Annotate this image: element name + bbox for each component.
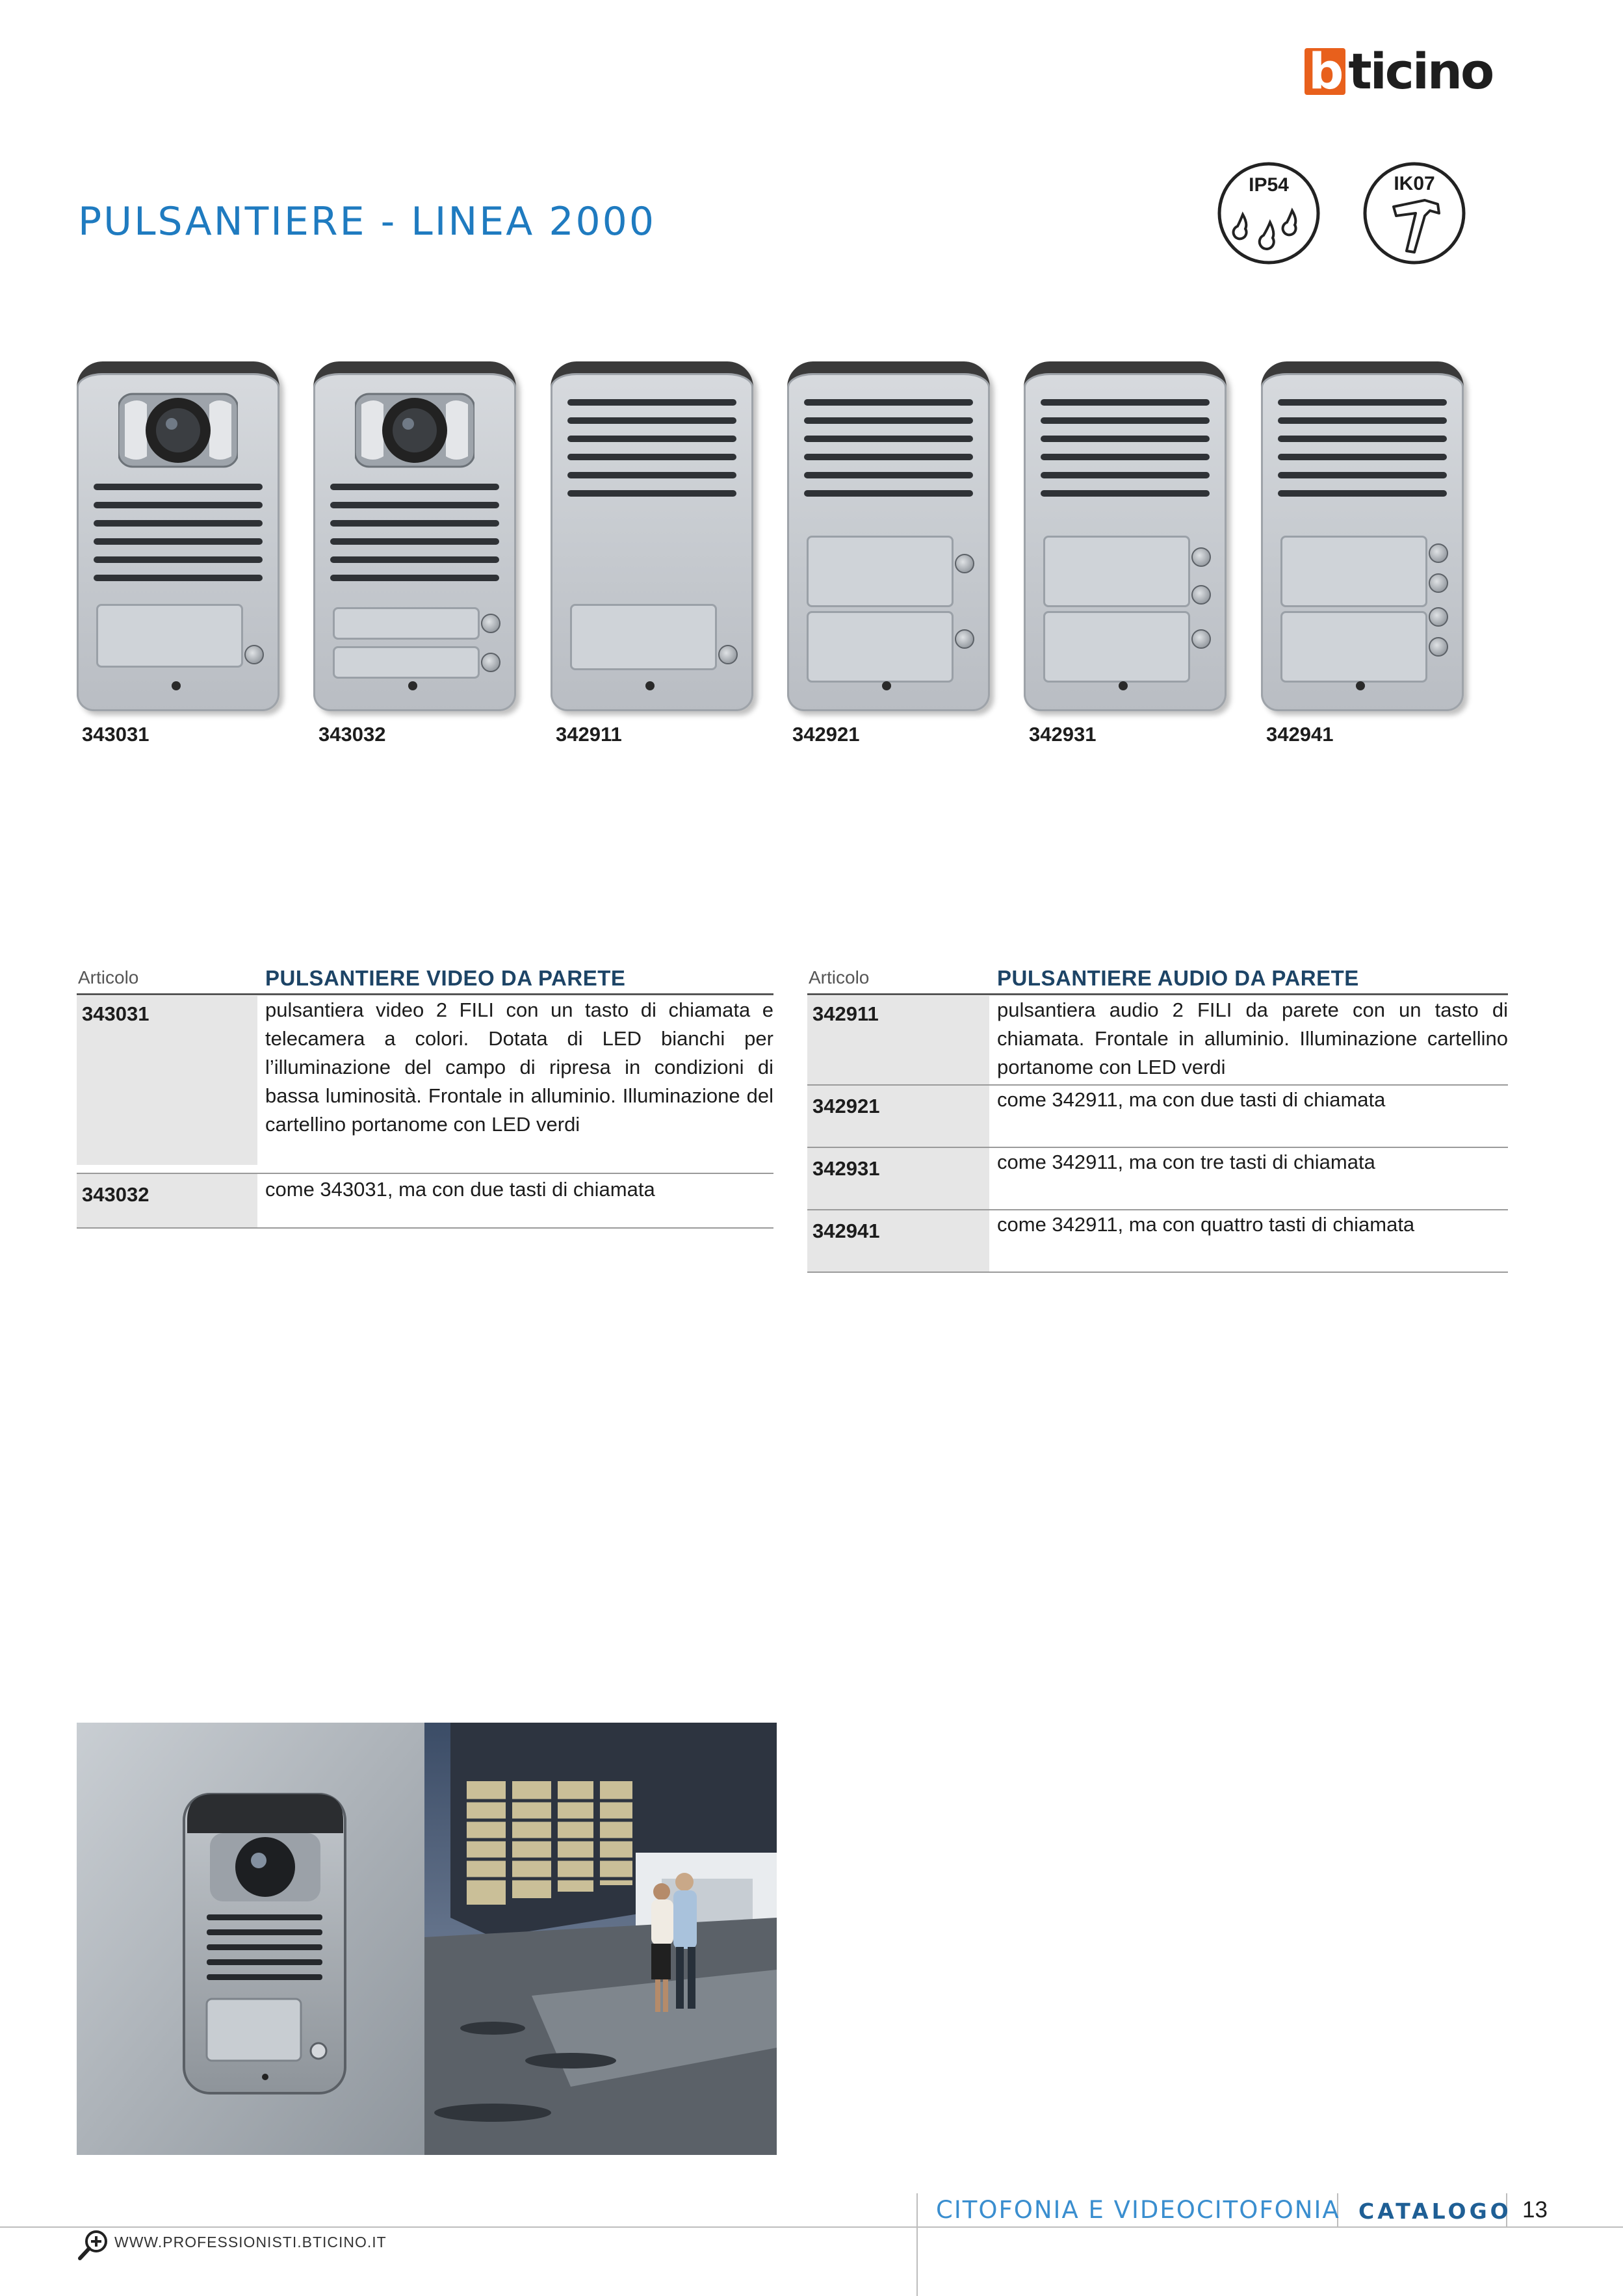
speaker-grill bbox=[330, 484, 499, 490]
speaker-grill bbox=[94, 538, 263, 545]
product-code-label: 343032 bbox=[318, 723, 386, 746]
call-button bbox=[955, 554, 974, 573]
ip54-badge bbox=[1217, 161, 1321, 265]
speaker-grill bbox=[330, 502, 499, 508]
camera-icon bbox=[355, 391, 474, 469]
call-button bbox=[1429, 573, 1448, 593]
table-title: PULSANTIERE AUDIO DA PARETE bbox=[997, 966, 1359, 990]
led-indicator bbox=[408, 681, 417, 690]
article-code: 342921 bbox=[807, 1086, 989, 1147]
intercom-panel-343031 bbox=[77, 361, 279, 711]
name-tag bbox=[807, 611, 954, 683]
article-description: come 342911, ma con quattro tasti di chiamata bbox=[997, 1213, 1415, 1236]
row-divider bbox=[77, 1227, 773, 1229]
led-indicator bbox=[882, 681, 891, 690]
header-divider bbox=[807, 993, 1508, 995]
speaker-grill bbox=[804, 436, 973, 442]
speaker-grill bbox=[567, 436, 736, 442]
speaker-grill bbox=[1278, 472, 1447, 478]
speaker-grill bbox=[330, 538, 499, 545]
article-code: 343031 bbox=[77, 996, 257, 1165]
logo-letter: b bbox=[1305, 48, 1345, 95]
table-row bbox=[807, 1210, 1508, 1272]
speaker-grill bbox=[1041, 490, 1210, 497]
speaker-grill bbox=[330, 556, 499, 563]
speaker-grill bbox=[1278, 436, 1447, 442]
call-button bbox=[955, 629, 974, 649]
article-code: 342941 bbox=[807, 1210, 989, 1272]
led-indicator bbox=[1119, 681, 1128, 690]
brand-logo bbox=[1305, 42, 1493, 100]
table-row bbox=[807, 996, 1508, 1084]
call-button bbox=[1191, 547, 1211, 567]
footer-catalog-label: CATALOGO bbox=[1358, 2198, 1512, 2224]
product-code-label: 342911 bbox=[556, 723, 622, 746]
speaker-grill bbox=[1041, 399, 1210, 406]
name-tag bbox=[1280, 536, 1427, 607]
call-button bbox=[1191, 585, 1211, 605]
call-button bbox=[1191, 629, 1211, 649]
row-divider bbox=[807, 1272, 1508, 1273]
call-button bbox=[481, 653, 500, 672]
speaker-grill bbox=[94, 556, 263, 563]
speaker-grill bbox=[1041, 472, 1210, 478]
product-code-label: 342931 bbox=[1029, 723, 1097, 746]
website-link[interactable]: WWW.PROFESSIONISTI.BTICINO.IT bbox=[114, 2234, 387, 2250]
ik07-badge bbox=[1362, 161, 1466, 265]
footer-divider bbox=[0, 2226, 1623, 2228]
name-tag bbox=[1043, 536, 1190, 607]
article-description: pulsantiera video 2 FILI con un tasto di chiamata e telecamera a colori. Dotata di LED bianchi per l’illuminazione del campo di ripresa in condizioni di bassa luminosità. Frontale in alluminio. Illuminazione del cartellino portanome con LED verdi bbox=[265, 998, 773, 1136]
speaker-grill bbox=[330, 520, 499, 527]
ip54-label: IP54 bbox=[1249, 174, 1289, 196]
header-divider bbox=[77, 993, 773, 995]
call-button bbox=[481, 614, 500, 633]
product-code-label: 342921 bbox=[792, 723, 860, 746]
speaker-grill bbox=[1278, 454, 1447, 460]
speaker-grill bbox=[567, 454, 736, 460]
article-description: come 343031, ma con due tasti di chiamata bbox=[265, 1178, 655, 1201]
installation-photo bbox=[77, 1723, 777, 2155]
audio-table bbox=[807, 966, 1508, 1278]
name-tag bbox=[96, 604, 243, 668]
product-in-context-image bbox=[77, 1723, 777, 2155]
column-header-article: Articolo bbox=[78, 967, 139, 987]
article-code: 342931 bbox=[807, 1148, 989, 1209]
name-tag bbox=[333, 646, 480, 679]
table-row bbox=[807, 1086, 1508, 1147]
call-button bbox=[244, 645, 264, 664]
speaker-grill bbox=[1278, 490, 1447, 497]
led-indicator bbox=[645, 681, 655, 690]
speaker-grill bbox=[804, 417, 973, 424]
intercom-panel-342921 bbox=[787, 361, 990, 711]
logo-text: ticino bbox=[1348, 42, 1493, 100]
call-button bbox=[1429, 637, 1448, 657]
column-header-article: Articolo bbox=[809, 967, 870, 987]
speaker-grill bbox=[804, 454, 973, 460]
name-tag bbox=[1043, 611, 1190, 683]
speaker-grill bbox=[804, 399, 973, 406]
led-indicator bbox=[172, 681, 181, 690]
name-tag bbox=[807, 536, 954, 607]
product-code-label: 342941 bbox=[1266, 723, 1334, 746]
article-description: come 342911, ma con due tasti di chiamata bbox=[997, 1088, 1386, 1111]
name-tag bbox=[1280, 611, 1427, 683]
speaker-grill bbox=[567, 472, 736, 478]
page-title: PULSANTIERE - LINEA 2000 bbox=[78, 199, 656, 244]
speaker-grill bbox=[330, 575, 499, 581]
speaker-grill bbox=[567, 417, 736, 424]
speaker-grill bbox=[94, 502, 263, 508]
table-row bbox=[77, 996, 773, 1165]
camera-icon bbox=[118, 391, 238, 469]
speaker-grill bbox=[804, 472, 973, 478]
article-description: pulsantiera audio 2 FILI da parete con un tasto di chiamata. Frontale in alluminio. Illuminazione cartellino portanome con LED verdi bbox=[997, 998, 1508, 1078]
product-code-label: 343031 bbox=[82, 723, 149, 746]
table-row bbox=[807, 1148, 1508, 1209]
magnifier-plus-icon bbox=[77, 2228, 110, 2262]
page-number: 13 bbox=[1522, 2197, 1548, 2223]
led-indicator bbox=[1356, 681, 1365, 690]
intercom-panel-343032 bbox=[313, 361, 516, 711]
speaker-grill bbox=[567, 490, 736, 497]
intercom-panel-342911 bbox=[551, 361, 753, 711]
intercom-panel-342941 bbox=[1261, 361, 1464, 711]
ik07-label: IK07 bbox=[1394, 173, 1435, 194]
call-button bbox=[1429, 607, 1448, 627]
speaker-grill bbox=[1041, 454, 1210, 460]
speaker-grill bbox=[94, 484, 263, 490]
speaker-grill bbox=[804, 490, 973, 497]
call-button bbox=[1429, 543, 1448, 563]
article-code: 343032 bbox=[77, 1174, 257, 1227]
table-row bbox=[77, 1174, 773, 1226]
table-title: PULSANTIERE VIDEO DA PARETE bbox=[265, 966, 626, 990]
speaker-grill bbox=[94, 575, 263, 581]
footer-section-title: CITOFONIA E VIDEOCITOFONIA bbox=[936, 2196, 1340, 2224]
call-button bbox=[718, 645, 738, 664]
speaker-grill bbox=[1278, 417, 1447, 424]
article-description: come 342911, ma con tre tasti di chiamata bbox=[997, 1151, 1375, 1173]
speaker-grill bbox=[94, 520, 263, 527]
speaker-grill bbox=[567, 399, 736, 406]
name-tag bbox=[333, 607, 480, 640]
speaker-grill bbox=[1041, 417, 1210, 424]
video-table bbox=[77, 966, 773, 1239]
speaker-grill bbox=[1041, 436, 1210, 442]
article-code: 342911 bbox=[807, 996, 989, 1084]
footer-separator bbox=[916, 2193, 918, 2296]
name-tag bbox=[570, 604, 717, 670]
speaker-grill bbox=[1278, 399, 1447, 406]
intercom-panel-342931 bbox=[1024, 361, 1227, 711]
